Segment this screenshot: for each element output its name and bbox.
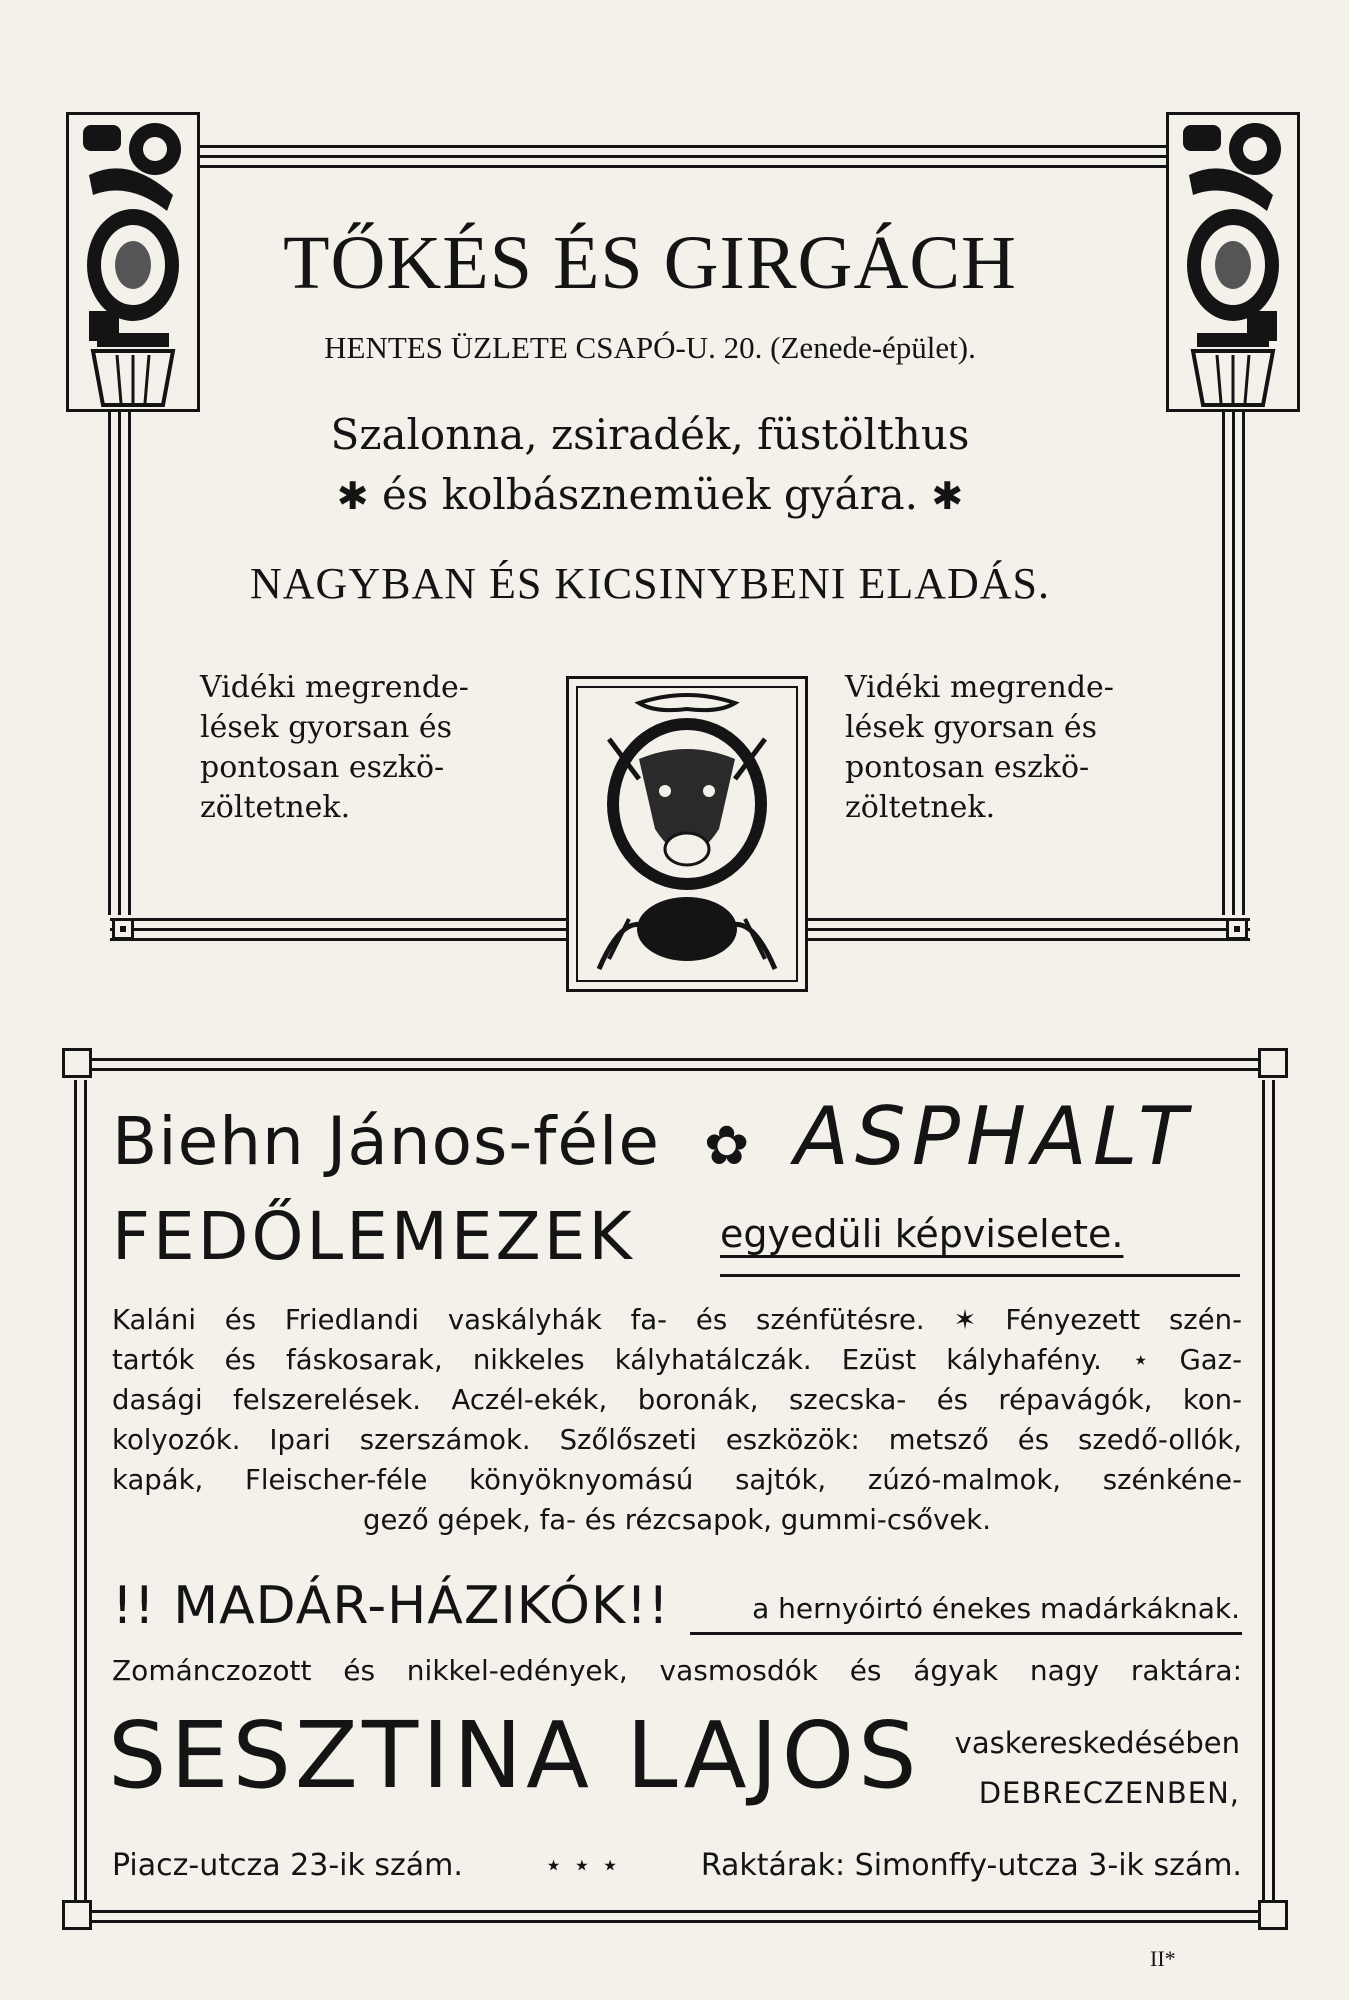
shop-address: HENTES ÜZLETE CSAPÓ-U. 20. (Zenede-épület).	[324, 330, 976, 365]
birdhouse-note: a hernyóirtó énekes madárkáknak.	[752, 1592, 1240, 1625]
sausage-ham-basket-icon	[1166, 112, 1300, 412]
merchant-name: SESZTINA LAJOS	[108, 1702, 921, 1809]
page-number: II*	[1150, 1946, 1176, 1971]
products-line-1: Szalonna, zsiradék, füstölthus	[330, 410, 970, 459]
product-list: Kaláni és Friedlandi vaskályhák fa- és szénfütésre. ✶ Fényezett szén- tartók és fáskosarak, nikkeles kályhatálczák. Ezüst kályhafény. ⋆ Gaz- dasági felszerelések. Aczél-ekék, boronák, szecska- és répavágók, kon- kolyozók. Ipari szerszámok. Szőlőszeti eszközök: metsző és szedő-ollók, kapák, Fleischer-féle könyöknyomású sajtók, zúzó-malmok, szénkéne- gező gépek, fa- és rézcsapok, gummi-csővek.	[112, 1304, 1242, 1536]
birdhouse-heading: !! MADÁR-HÁZIKÓK!!	[112, 1576, 670, 1636]
corner-square-icon	[112, 918, 134, 940]
flower-icon: ✿	[703, 1114, 751, 1177]
corner-square-icon	[1226, 918, 1248, 940]
corner-square-icon	[62, 1048, 92, 1078]
corner-square-icon	[1258, 1048, 1288, 1078]
star-icon: ✱	[336, 474, 369, 518]
left-order-note: Vidéki megrende- lések gyorsan és pontosan eszkö- zöltetnek.	[200, 670, 469, 825]
warehouse-address: Raktárak: Simonffy-utcza 3-ik szám.	[700, 1848, 1242, 1883]
boar-head-emblem-icon	[566, 676, 808, 992]
stars-separator: ⋆ ⋆ ⋆	[544, 1848, 620, 1883]
divider	[690, 1632, 1242, 1635]
biehn-heading: Biehn János-féle ✿ ASPHALT	[112, 1090, 1193, 1183]
divider	[720, 1274, 1240, 1277]
shop-address: Piacz-utcza 23-ik szám.	[112, 1848, 463, 1883]
right-order-note: Vidéki megrende- lések gyorsan és pontosan eszkö- zöltetnek.	[845, 670, 1114, 825]
corner-square-icon	[62, 1900, 92, 1930]
representation-note: egyedüli képviselete.	[720, 1212, 1124, 1256]
shop-type: vaskereskedésében	[954, 1726, 1240, 1760]
roofing-heading: FEDŐLEMEZEK	[112, 1198, 635, 1275]
star-icon: ✱	[931, 474, 964, 518]
enamel-stock-line: Zománczozott és nikkel-edények, vasmosdók és ágyak nagy raktára:	[112, 1654, 1242, 1687]
products-line-2: ✱ és kolbásznemüek gyára. ✱	[336, 470, 964, 519]
addresses-line	[112, 1848, 1242, 1883]
wholesale-retail-line: NAGYBAN ÉS KICSINYBENI ELADÁS.	[250, 559, 1050, 608]
shop-city: DEBRECZENBEN,	[978, 1776, 1240, 1810]
shop-title: TŐKÉS ÉS GIRGÁCH	[283, 221, 1017, 305]
corner-square-icon	[1258, 1900, 1288, 1930]
